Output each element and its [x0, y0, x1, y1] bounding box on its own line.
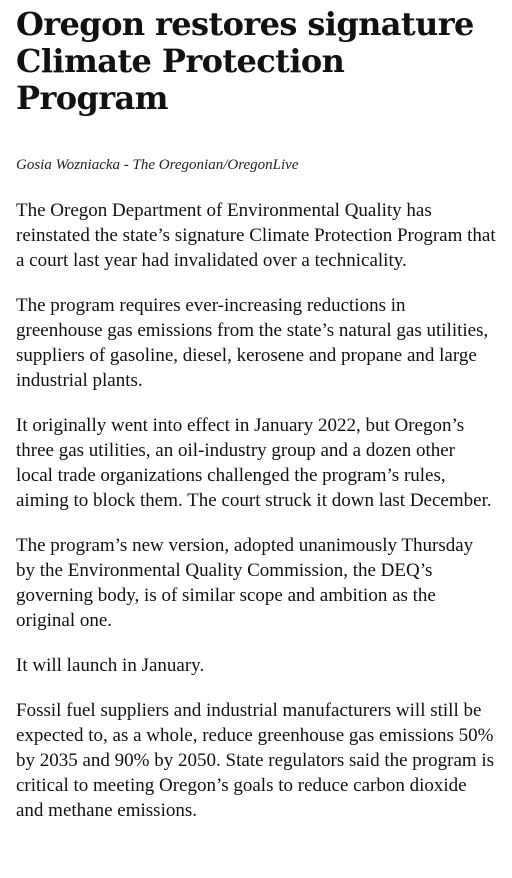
article-paragraph: The Oregon Department of Environmental Quality has reinstated the state’s signature Climate Protection Program that a court last year had invalidated over a technicality. [16, 200, 496, 271]
article-paragraph: The program’s new version, adopted unanimously Thursday by the Environmental Quality Commission, the DEQ’s governing body, is of similar scope and ambition as the original one. [16, 535, 474, 631]
article-paragraph: The program requires ever-increasing reductions in greenhouse gas emissions from the state’s natural gas utilities, suppliers of gasoline, diesel, kerosene and propane and large industrial plants. [16, 295, 489, 391]
article-paragraph: Fossil fuel suppliers and industrial manufacturers will still be expected to, as a whole, reduce greenhouse gas emissions 50% by 2035 and 90% by 2050. State regulators said the program is critical to meeting Oregon’s goals to reduce carbon dioxide and methane emissions. [16, 700, 495, 821]
article-headline: Oregon restores signature Climate Protection Program [16, 5, 474, 117]
article-paragraph: It will launch in January. [16, 655, 205, 676]
article-body [16, 198, 496, 823]
article-paragraph: It originally went into effect in January 2022, but Oregon’s three gas utilities, an oil-industry group and a dozen other local trade organizations challenged the program’s rules, aiming to block them. The court struck it down last December. [16, 415, 492, 511]
article-byline: Gosia Wozniacka - The Oregonian/OregonLive [16, 157, 299, 173]
